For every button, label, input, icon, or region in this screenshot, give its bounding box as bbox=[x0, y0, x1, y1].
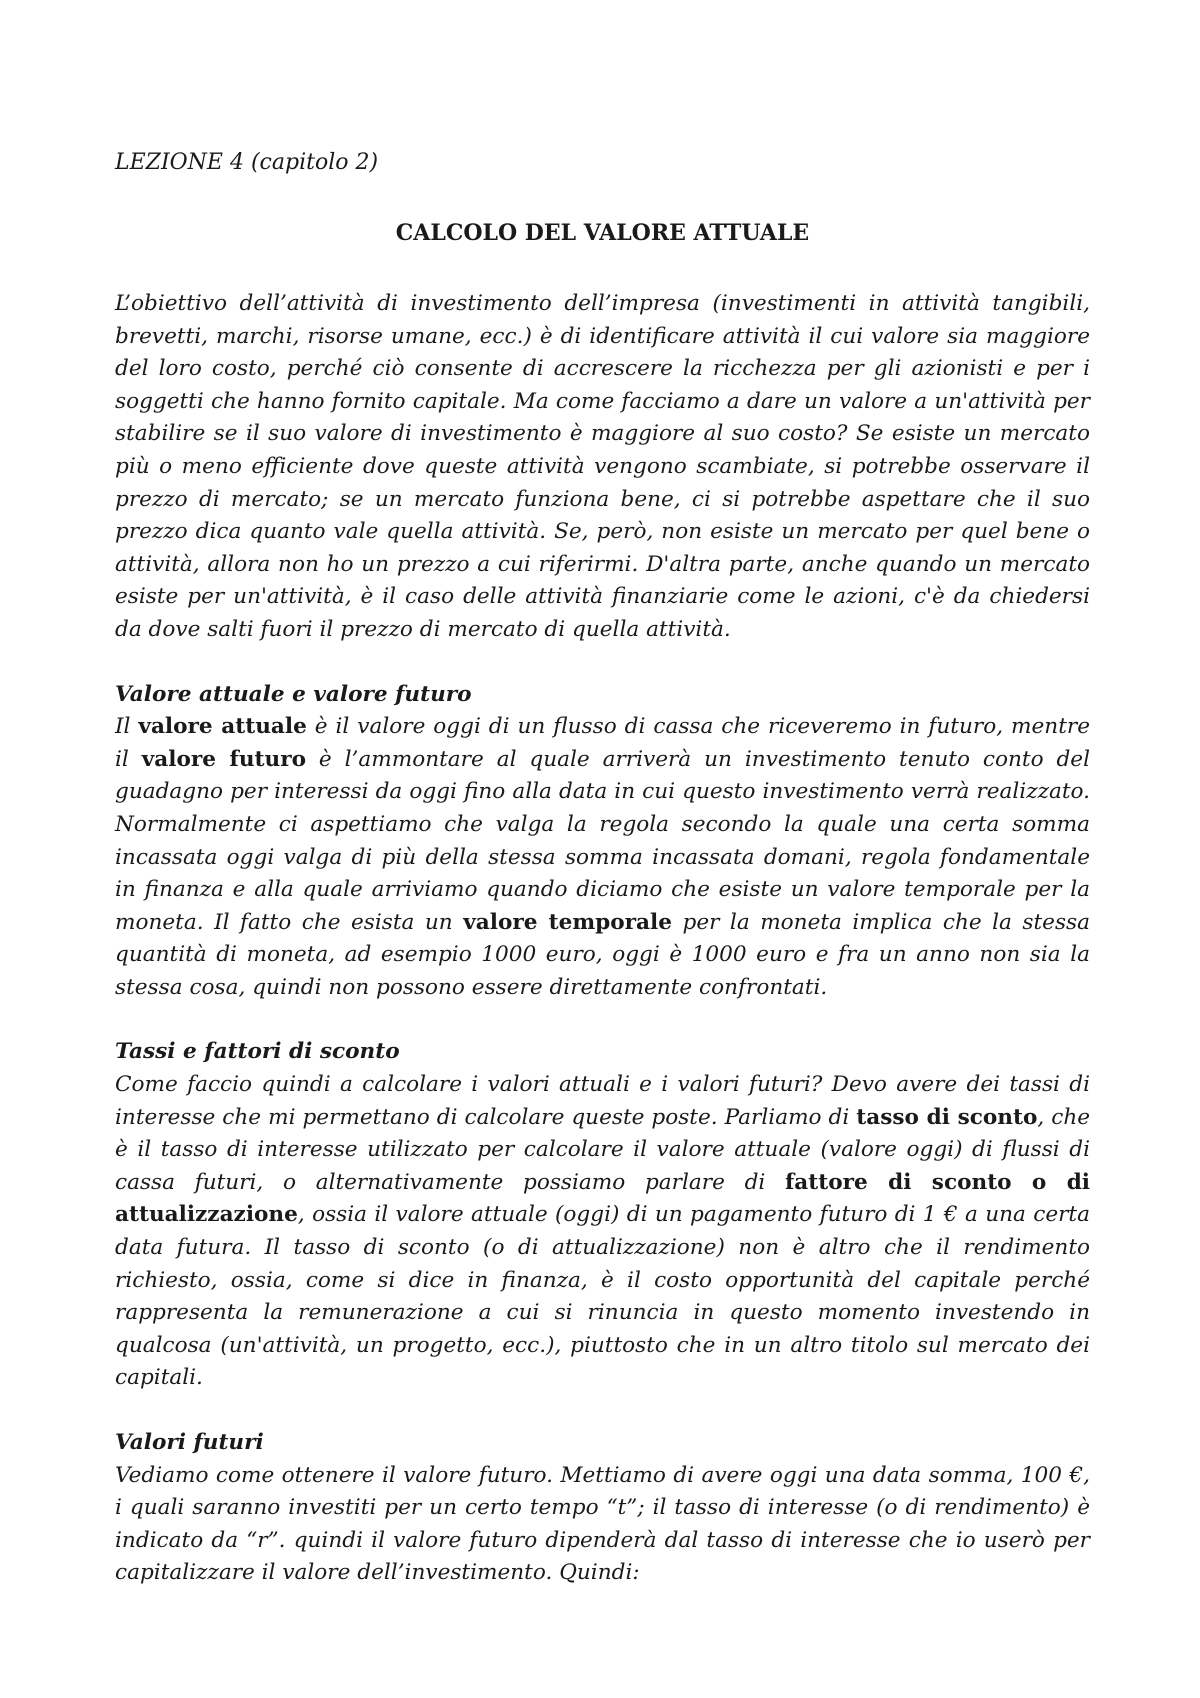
term-valore-temporale: valore temporale bbox=[463, 909, 672, 935]
section-heading-valore-attuale-futuro: Valore attuale e valore futuro bbox=[115, 681, 472, 707]
document-body bbox=[115, 148, 1090, 1590]
text-run: , ossia il valore attuale (oggi) di un pagamento futuro di 1 € a una certa data futura. Il tasso di sconto (o di attualizzazione) non è altro che il rendimento richiesto, ossia, come si dice in finanza, è il costo opportunità del capitale perché rappresenta la remunerazione a cui si rinuncia in questo momento investendo in qualcosa (un'attività, un progetto, ecc.), piuttosto che in un altro titolo sul mercato dei capitali. bbox=[115, 1202, 1090, 1391]
section-heading-valori-futuri: Valori futuri bbox=[115, 1430, 264, 1455]
term-valore-futuro: valore futuro bbox=[141, 746, 307, 772]
term-tasso-di-sconto: tasso di sconto bbox=[856, 1104, 1038, 1130]
text-run: Come faccio quindi a calcolare i valori attuali e i valori futuri? Devo avere dei tassi di interesse che mi permettano di calcolare queste poste. Parliamo di bbox=[115, 1072, 1090, 1130]
section-heading-tassi-sconto: Tassi e fattori di sconto bbox=[115, 1039, 400, 1065]
section-paragraph-tassi-sconto bbox=[115, 1069, 1090, 1395]
text-run: è il valore oggi di un flusso di cassa che riceveremo in futuro, mentre il bbox=[115, 714, 1090, 772]
intro-paragraph: L’obiettivo dell’attività di investimento dell’impresa (investimenti in attività tangibili, brevetti, marchi, risorse umane, ecc.) è di identificare attività il cui valore sia maggiore del loro costo, perché ciò consente di accrescere la ricchezza per gli azionisti e per i soggetti che hanno fornito capitale. Ma come facciamo a dare un valore a un'attività per stabilire se il suo valore di investimento è maggiore al suo costo? Se esiste un mercato più o meno efficiente dove queste attività vengono scambiate, si potrebbe osservare il prezzo di mercato; se un mercato funziona bene, ci si potrebbe aspettare che il suo prezzo dica quanto vale quella attività. Se, però, non esiste un mercato per quel bene o attività, allora non ho un prezzo a cui riferirmi. D'altra parte, anche quando un mercato esiste per un'attività, è il caso delle attività finanziarie come le azioni, c'è da chiedersi da dove salti fuori il prezzo di mercato di quella attività. bbox=[115, 291, 1090, 642]
section-paragraph-valori-futuri: Vediamo come ottenere il valore futuro. Mettiamo di avere oggi una data somma, 100 €, i quali saranno investiti per un certo tempo “t”; il tasso di interesse (o di rendimento) è indicato da “r”. quindi il valore futuro dipenderà dal tasso di interesse che io userò per capitalizzare il valore dell’investimento. Quindi: bbox=[115, 1462, 1090, 1586]
text-run: per la moneta implica che la stessa quantità di moneta, ad esempio 1000 euro, oggi è 1000 euro e fra un anno non sia la stessa cosa, quindi non possono essere direttamente confrontati. bbox=[115, 909, 1091, 1000]
text-run: Il bbox=[115, 714, 139, 740]
section-paragraph-valore-attuale-futuro bbox=[115, 711, 1090, 1004]
lesson-label: LEZIONE 4 (capitolo 2) bbox=[115, 150, 379, 175]
term-fattore-di-sconto: fattore di sconto o di attualizzazione bbox=[115, 1169, 1090, 1228]
text-run: è l’ammontare al quale arriverà un investimento tenuto conto del guadagno per interessi da oggi fino alla data in cui questo investimento verrà realizzato. Normalmente ci aspettiamo che valga la regola secondo la quale una certa somma incassata oggi valga di più della stessa somma incassata domani, regola fondamentale in finanza e alla quale arriviamo quando diciamo che esiste un valore temporale per la moneta. Il fatto che esista un bbox=[115, 746, 1090, 935]
page-title: CALCOLO DEL VALORE ATTUALE bbox=[395, 220, 810, 246]
term-valore-attuale: valore attuale bbox=[138, 714, 307, 740]
text-run: , che è il tasso di interesse utilizzato per calcolare il valore attuale (valore oggi) di flussi di cassa futuri, o alternativamente possiamo parlare di bbox=[115, 1104, 1091, 1195]
